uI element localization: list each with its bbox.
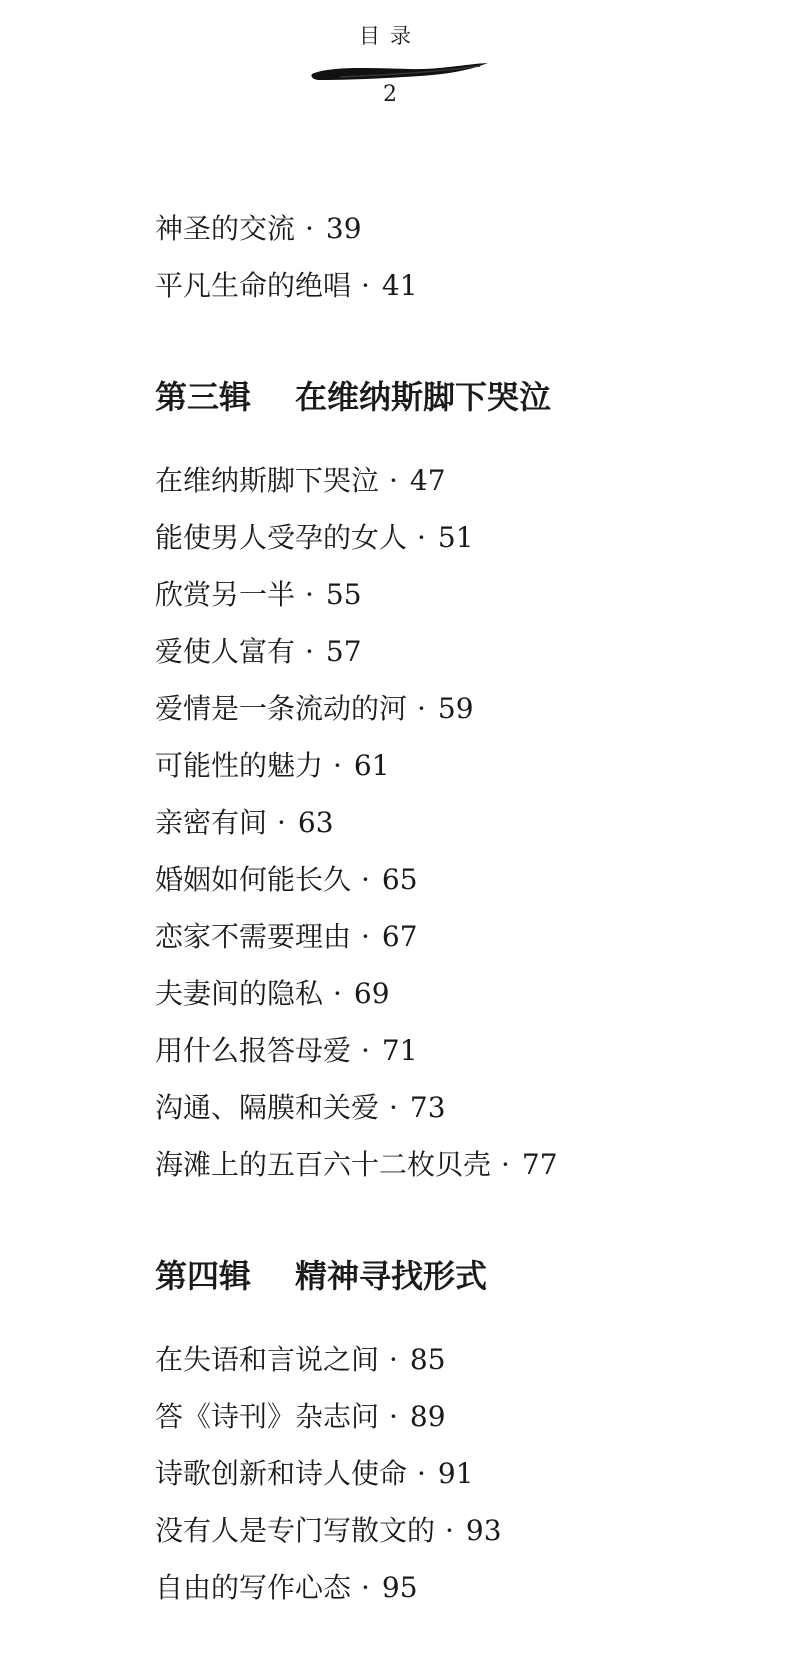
entry-page: 55 — [325, 578, 362, 611]
entry-page: 89 — [409, 1400, 446, 1433]
entry-page: 57 — [325, 635, 362, 668]
entry-title: 平凡生命的绝唱 — [155, 269, 352, 302]
entry-title: 沟通、隔膜和关爱 — [155, 1091, 380, 1124]
entry-page: 71 — [381, 1034, 418, 1067]
toc-entry[interactable] — [155, 737, 775, 794]
table-of-contents — [155, 200, 775, 1616]
leader-dot: · — [417, 521, 426, 554]
section-label: 第三辑 — [155, 378, 252, 416]
entry-title: 夫妻间的隐私 — [155, 977, 324, 1010]
entry-title: 爱情是一条流动的河 — [155, 692, 408, 725]
section-name: 精神寻找形式 — [295, 1257, 488, 1295]
entry-title: 欣赏另一半 — [155, 578, 296, 611]
entry-page: 67 — [381, 920, 418, 953]
leader-dot: · — [389, 1343, 398, 1376]
entry-title: 自由的写作心态 — [155, 1571, 352, 1604]
leader-dot: · — [361, 863, 370, 896]
entry-page: 91 — [437, 1457, 474, 1490]
entry-title: 神圣的交流 — [155, 212, 296, 245]
leader-dot: · — [445, 1514, 454, 1547]
toc-entry[interactable] — [155, 623, 775, 680]
entry-page: 95 — [381, 1571, 418, 1604]
toc-entry[interactable] — [155, 1022, 775, 1079]
entry-page: 39 — [325, 212, 362, 245]
leader-dot: · — [389, 1400, 398, 1433]
entry-page: 77 — [521, 1148, 558, 1181]
leader-dot: · — [417, 692, 426, 725]
toc-entry[interactable] — [155, 794, 775, 851]
leader-dot: · — [305, 635, 314, 668]
toc-entry[interactable] — [155, 1502, 775, 1559]
leader-dot: · — [417, 1457, 426, 1490]
leader-dot: · — [361, 1034, 370, 1067]
entry-page: 65 — [381, 863, 418, 896]
toc-entry[interactable] — [155, 1331, 775, 1388]
entry-title: 用什么报答母爱 — [155, 1034, 352, 1067]
entry-title: 没有人是专门写散文的 — [155, 1514, 436, 1547]
page-header — [0, 18, 800, 108]
entry-title: 答《诗刊》杂志问 — [155, 1400, 380, 1433]
toc-entry[interactable] — [155, 1079, 775, 1136]
leader-dot: · — [361, 1571, 370, 1604]
leader-dot: · — [389, 464, 398, 497]
section-name: 在维纳斯脚下哭泣 — [295, 378, 552, 416]
entry-title: 爱使人富有 — [155, 635, 296, 668]
entry-page: 59 — [437, 692, 474, 725]
entry-page: 69 — [353, 977, 390, 1010]
entry-title: 恋家不需要理由 — [155, 920, 352, 953]
toc-entry[interactable] — [155, 965, 775, 1022]
leader-dot: · — [305, 212, 314, 245]
toc-entry[interactable] — [155, 1445, 775, 1502]
entry-page: 51 — [437, 521, 474, 554]
leader-dot: · — [361, 920, 370, 953]
entry-title: 在失语和言说之间 — [155, 1343, 380, 1376]
toc-entry[interactable] — [155, 257, 775, 314]
leader-dot: · — [501, 1148, 510, 1181]
entry-title: 在维纳斯脚下哭泣 — [155, 464, 380, 497]
leader-dot: · — [333, 749, 342, 782]
brush-stroke-decoration — [310, 62, 490, 84]
leader-dot: · — [277, 806, 286, 839]
toc-entry[interactable] — [155, 1388, 775, 1445]
entry-page: 85 — [409, 1343, 446, 1376]
section-heading[interactable] — [155, 1237, 775, 1315]
section-heading[interactable] — [155, 358, 775, 436]
leader-dot: · — [389, 1091, 398, 1124]
entry-page: 61 — [353, 749, 390, 782]
entry-page: 63 — [297, 806, 334, 839]
section-label: 第四辑 — [155, 1257, 252, 1295]
entry-title: 亲密有间 — [155, 806, 268, 839]
toc-entry[interactable] — [155, 509, 775, 566]
entry-page: 93 — [465, 1514, 502, 1547]
entry-page: 47 — [409, 464, 446, 497]
entry-title: 可能性的魅力 — [155, 749, 324, 782]
toc-entry[interactable] — [155, 908, 775, 965]
leader-dot: · — [305, 578, 314, 611]
leader-dot: · — [333, 977, 342, 1010]
entry-title: 海滩上的五百六十二枚贝壳 — [155, 1148, 492, 1181]
toc-entry[interactable] — [155, 452, 775, 509]
toc-entry[interactable] — [155, 200, 775, 257]
toc-entry[interactable] — [155, 851, 775, 908]
toc-entry[interactable] — [155, 680, 775, 737]
toc-heading: 目录 — [359, 24, 421, 48]
entry-page: 73 — [409, 1091, 446, 1124]
entry-title: 婚姻如何能长久 — [155, 863, 352, 896]
toc-entry[interactable] — [155, 1136, 775, 1193]
entry-page: 41 — [381, 269, 418, 302]
entry-title: 能使男人受孕的女人 — [155, 521, 408, 554]
entry-title: 诗歌创新和诗人使命 — [155, 1457, 408, 1490]
leader-dot: · — [361, 269, 370, 302]
page-number: 2 — [383, 82, 397, 107]
toc-entry[interactable] — [155, 1559, 775, 1616]
toc-entry[interactable] — [155, 566, 775, 623]
